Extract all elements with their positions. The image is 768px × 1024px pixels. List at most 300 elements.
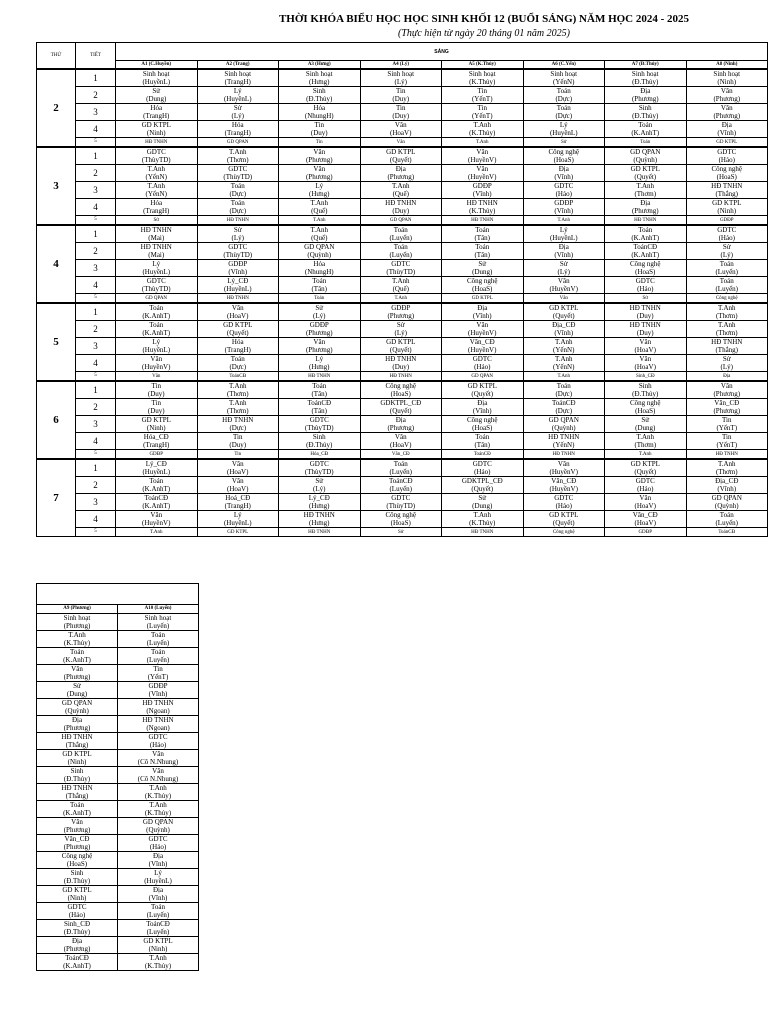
subject: Sinh hoạt [631, 70, 659, 78]
schedule-cell [116, 104, 198, 121]
teacher: (Luyến) [146, 622, 170, 630]
table-row [37, 818, 199, 835]
period-number: 3 [76, 182, 116, 199]
schedule-cell [360, 416, 442, 433]
teacher: (Tân) [311, 285, 328, 293]
period-number: 4 [76, 199, 116, 216]
schedule-cell [523, 355, 605, 372]
teacher: (HoaV) [634, 502, 656, 510]
teacher: (YếnN) [553, 363, 575, 371]
table-row [37, 937, 199, 954]
schedule-cell [360, 182, 442, 199]
subject: Sinh_CĐ [63, 920, 91, 928]
subject: Công nghệ [548, 148, 580, 156]
subject: ToánCĐ [633, 243, 658, 251]
period-number: 1 [76, 381, 116, 399]
subject: Văn [476, 321, 489, 329]
subject: Tin [477, 104, 487, 112]
schedule-cell [279, 494, 361, 511]
table-row [37, 225, 768, 243]
teacher: (Thơm) [715, 468, 738, 476]
subject: Tin [234, 451, 242, 457]
teacher: (Phương) [713, 112, 741, 120]
teacher: (Ngoan) [146, 707, 170, 715]
table-row [37, 477, 768, 494]
subject: T.Anh [475, 139, 489, 145]
schedule-cell [279, 450, 361, 460]
day-label: 6 [37, 381, 76, 459]
subject: HĐ TNHN [552, 451, 575, 457]
subject: Văn [557, 277, 570, 285]
class-header: A5 (K.Thủy) [442, 61, 524, 70]
table-row [37, 182, 768, 199]
subject: T.Anh [554, 355, 573, 363]
schedule-cell [279, 433, 361, 450]
schedule-cell [442, 321, 524, 338]
period-number: 4 [76, 355, 116, 372]
subject: T.Anh [228, 148, 247, 156]
schedule-cell [442, 303, 524, 321]
schedule-cell [279, 260, 361, 277]
teacher: (HuyềnV) [468, 173, 497, 181]
subject: Sử [559, 260, 568, 268]
class-header: A4 (Lý) [360, 61, 442, 70]
subject: Văn [150, 355, 163, 363]
class-header: A3 (Hưng) [279, 61, 361, 70]
schedule-cell [116, 416, 198, 433]
schedule-cell [279, 165, 361, 182]
schedule-cell [197, 303, 279, 321]
column-header-period: TIẾT [76, 43, 116, 70]
subject: Toán [393, 226, 408, 234]
teacher: (Quế) [311, 207, 328, 215]
schedule-cell [118, 869, 199, 886]
schedule-cell [523, 528, 605, 537]
subject: Sinh [312, 87, 326, 95]
subject: Tin [314, 121, 324, 129]
schedule-cell [360, 147, 442, 165]
schedule-cell [118, 835, 199, 852]
subject: HĐ TNHN [715, 451, 738, 457]
schedule-cell [37, 631, 118, 648]
subject: Toán [151, 903, 165, 911]
class-header: A6 (C.Yến) [523, 61, 605, 70]
subject: HĐ TNHN [629, 304, 661, 312]
subject: T.Anh [147, 182, 166, 190]
teacher: (K.Thủy) [144, 962, 172, 970]
schedule-cell [279, 182, 361, 199]
schedule-cell [605, 182, 687, 199]
subject: GDTC [67, 903, 87, 911]
teacher: (Thơm) [226, 390, 249, 398]
subject: HĐ TNHN [303, 511, 335, 519]
subject: Văn [394, 121, 407, 129]
subject: Toán [556, 382, 571, 390]
subject: ToánCĐ [388, 477, 413, 485]
schedule-cell [360, 199, 442, 216]
schedule-cell [197, 104, 279, 121]
schedule-cell [118, 937, 199, 954]
schedule-cell [523, 225, 605, 243]
table-row [37, 277, 768, 294]
subject: Sử [561, 139, 567, 145]
schedule-cell [442, 511, 524, 528]
schedule-cell [442, 294, 524, 304]
schedule-cell [116, 216, 198, 226]
teacher: (Phương) [713, 95, 741, 103]
schedule-cell [37, 665, 118, 682]
teacher: (Luyến) [146, 639, 170, 647]
teacher: (Phương) [63, 724, 91, 732]
teacher: (Dực) [555, 112, 573, 120]
subject: Sử [315, 477, 324, 485]
teacher: (Lý) [313, 485, 326, 493]
schedule-cell [360, 121, 442, 138]
teacher: (Luyến) [389, 251, 413, 259]
schedule-cell [686, 372, 768, 382]
subject: GDĐP [148, 682, 168, 690]
teacher: (Quyết) [552, 312, 575, 320]
teacher: (Vĩnh) [472, 312, 492, 320]
subject: Sinh hoạt [468, 70, 496, 78]
subject: Công nghệ [552, 529, 575, 535]
schedule-cell [116, 121, 198, 138]
subject: Sinh hoạt [144, 614, 172, 622]
schedule-cell [197, 225, 279, 243]
teacher: (TrangH) [143, 207, 170, 215]
subject: Địa_CĐ [715, 477, 739, 485]
period-number: 1 [76, 303, 116, 321]
teacher: (HuyềnV) [468, 329, 497, 337]
subject: GDTC [717, 148, 737, 156]
schedule-cell [360, 243, 442, 260]
schedule-cell [37, 750, 118, 767]
teacher: (ThùyTD) [386, 502, 416, 510]
subject: Văn [313, 338, 326, 346]
teacher: (Dực) [229, 363, 247, 371]
schedule-cell [279, 511, 361, 528]
subject: Tin [151, 382, 161, 390]
teacher: (Phương) [305, 156, 333, 164]
subject: GD QPAN [145, 295, 168, 301]
table-row [37, 338, 768, 355]
schedule-cell [686, 87, 768, 104]
teacher: (Ninh) [146, 129, 166, 137]
subject: Tin [315, 139, 323, 145]
table-row [37, 528, 768, 537]
teacher: (HoaV) [634, 519, 656, 527]
subject: Địa [721, 121, 732, 129]
schedule-cell [605, 147, 687, 165]
subject: Địa [558, 165, 569, 173]
teacher: (K.AnhT) [63, 656, 91, 664]
blank-header [37, 584, 199, 605]
table-row [37, 372, 768, 382]
schedule-cell [197, 87, 279, 104]
table-row [37, 381, 768, 399]
schedule-cell [197, 416, 279, 433]
subject: GDKTPL_CĐ [461, 477, 503, 485]
schedule-cell [279, 321, 361, 338]
schedule-cell [360, 477, 442, 494]
schedule-cell [605, 216, 687, 226]
schedule-cell [360, 450, 442, 460]
class-header: A9 (Phương) [37, 605, 118, 614]
schedule-cell [605, 138, 687, 148]
schedule-cell [37, 767, 118, 784]
subject: T.Anh [312, 217, 326, 223]
period-number: 3 [76, 494, 116, 511]
subject: Tin [151, 399, 161, 407]
subject: T.Anh [717, 460, 736, 468]
subject: GD QPAN [389, 217, 412, 223]
subject: Hóa_CĐ [310, 451, 329, 457]
subject: GDTC [309, 416, 329, 424]
schedule-cell [197, 277, 279, 294]
schedule-cell [523, 104, 605, 121]
teacher: (Quế) [311, 234, 328, 242]
subject: Lý [315, 355, 324, 363]
schedule-cell [279, 147, 361, 165]
subject: Tin [396, 104, 406, 112]
period-number: 2 [76, 321, 116, 338]
teacher: (Phương) [387, 173, 415, 181]
schedule-cell [605, 225, 687, 243]
subject: Tin [396, 87, 406, 95]
page-title: THỜI KHÓA BIỂU HỌC HỌC SINH KHỐI 12 (BUỔI SÁNG) NĂM HỌC 2024 - 2025 [278, 13, 690, 25]
schedule-cell [360, 372, 442, 382]
table-row [37, 682, 199, 699]
subject: GD KTPL [141, 121, 171, 129]
schedule-cell [118, 920, 199, 937]
teacher: (Đ.Thủy) [63, 775, 91, 783]
teacher: (Lý) [720, 251, 733, 259]
subject: Văn_CĐ [391, 451, 410, 457]
schedule-cell [197, 138, 279, 148]
subject: GD QPAN [142, 818, 174, 826]
schedule-cell [197, 69, 279, 87]
subject: Văn [231, 477, 244, 485]
schedule-cell [37, 716, 118, 733]
period-number: 3 [76, 104, 116, 121]
schedule-cell [686, 294, 768, 304]
subject: HĐ TNHN [226, 217, 249, 223]
schedule-cell [197, 321, 279, 338]
table-row [37, 903, 199, 920]
subject: T.Anh [636, 433, 655, 441]
teacher: (ThùyTD) [223, 251, 253, 259]
subject: HĐ TNHN [711, 182, 743, 190]
schedule-cell [360, 216, 442, 226]
table-row [37, 511, 768, 528]
teacher: (HoaV) [227, 312, 249, 320]
schedule-cell [523, 372, 605, 382]
teacher: (Phương) [713, 390, 741, 398]
subject: Địa [723, 373, 731, 379]
teacher: (Thắng) [715, 346, 739, 354]
schedule-cell [279, 294, 361, 304]
schedule-cell [605, 121, 687, 138]
schedule-cell [197, 165, 279, 182]
teacher: (TrangH) [143, 112, 170, 120]
schedule-cell [523, 450, 605, 460]
subject: Địa [152, 852, 164, 860]
subject: Sinh hoạt [387, 70, 415, 78]
subject: Địa [152, 886, 164, 894]
subject: Công nghệ [715, 295, 738, 301]
teacher: (Luyến) [146, 656, 170, 664]
teacher: (YếnT) [147, 673, 169, 681]
teacher: (ThùyTD) [141, 285, 171, 293]
schedule-cell [118, 818, 199, 835]
subject: Toán [149, 304, 164, 312]
subject: HĐ TNHN [548, 433, 580, 441]
teacher: (Đ.Thủy) [306, 441, 333, 449]
subject: Sử [641, 416, 650, 424]
subject: Toán [475, 243, 490, 251]
subject: HĐ TNHN [140, 243, 172, 251]
subject: Toán [719, 260, 734, 268]
subject: Toán [556, 87, 571, 95]
teacher: (Quỳnh) [307, 251, 332, 259]
subject: HĐ TNHN [142, 699, 174, 707]
subject: Toán [151, 631, 165, 639]
teacher: (Quỳnh) [714, 502, 739, 510]
teacher: (Dực) [555, 407, 573, 415]
teacher: (Lý) [313, 312, 326, 320]
table-row [37, 750, 199, 767]
subject: Sinh_CĐ [635, 373, 655, 379]
schedule-cell [442, 260, 524, 277]
table-row [37, 433, 768, 450]
schedule-cell [605, 381, 687, 399]
subject: Sinh hoạt [713, 70, 741, 78]
teacher: (Duy) [392, 112, 410, 120]
teacher: (Thơm) [226, 156, 249, 164]
subject: GD KTPL [630, 460, 660, 468]
teacher: (HuyềnV) [468, 346, 497, 354]
subject: HĐ TNHN [61, 784, 93, 792]
teacher: (HuyềnV) [468, 156, 497, 164]
subject: Toán [230, 182, 245, 190]
schedule-cell [116, 528, 198, 537]
schedule-cell [360, 165, 442, 182]
schedule-cell [605, 87, 687, 104]
subject: GDKTPL_CĐ [380, 399, 422, 407]
schedule-cell [197, 355, 279, 372]
subject: Văn [231, 304, 244, 312]
teacher: (TrangH) [143, 441, 170, 449]
period-number: 3 [76, 260, 116, 277]
subject: Tin [477, 87, 487, 95]
subject: Địa [395, 416, 406, 424]
subject: Sinh [70, 767, 84, 775]
schedule-cell [523, 199, 605, 216]
subject: Lý_CĐ [145, 460, 167, 468]
teacher: (YếnT) [471, 112, 493, 120]
subject: Địa [477, 399, 488, 407]
subject: Sử [722, 243, 731, 251]
period-number: 4 [76, 511, 116, 528]
teacher: (Ninh) [67, 894, 87, 902]
subject: ToánCĐ [144, 494, 169, 502]
teacher: (Phương) [631, 207, 659, 215]
schedule-cell [37, 699, 118, 716]
subject: T.Anh [149, 784, 167, 792]
subject: Văn [231, 460, 244, 468]
period-number: 5 [76, 372, 116, 382]
subject: Lý [559, 226, 568, 234]
teacher: (Hảo) [149, 741, 167, 749]
subject: GDTC [554, 494, 574, 502]
subject: Địa [640, 87, 651, 95]
timetable [36, 42, 768, 537]
teacher: (Duy) [147, 390, 165, 398]
subject: GD KTPL [141, 416, 171, 424]
teacher: (Phương) [63, 622, 91, 630]
subject: Sinh [638, 382, 652, 390]
schedule-cell [37, 886, 118, 903]
table-row [37, 321, 768, 338]
table-row [37, 294, 768, 304]
subject: Công nghệ [385, 511, 417, 519]
teacher: (Phương) [631, 95, 659, 103]
teacher: (HuyềnL) [142, 346, 171, 354]
subject: ToánCĐ [551, 399, 576, 407]
page-subtitle: (Thực hiện từ ngày 20 tháng 01 năm 2025) [397, 28, 570, 39]
subject: Toán [393, 460, 408, 468]
schedule-cell [197, 182, 279, 199]
teacher: (Quyết) [389, 156, 412, 164]
subject: GDĐP [554, 199, 574, 207]
subject: Công nghệ [61, 852, 93, 860]
period-number: 3 [76, 338, 116, 355]
teacher: (ThùyTD) [386, 268, 416, 276]
class-header: A1 (C.Huyền) [116, 61, 198, 70]
subject: Toán [314, 295, 325, 301]
period-number: 5 [76, 216, 116, 226]
subject: GD KTPL [143, 937, 173, 945]
schedule-cell [360, 303, 442, 321]
subject: Tin [233, 433, 243, 441]
subject: Văn [639, 355, 652, 363]
teacher: (Dung) [472, 268, 493, 276]
subject: T.Anh [149, 954, 167, 962]
subject: T.Anh [557, 373, 571, 379]
teacher: (Phương) [63, 945, 91, 953]
teacher: (Hưng) [308, 78, 330, 86]
subject: GD KTPL [223, 321, 253, 329]
schedule-cell [118, 903, 199, 920]
subject: Toán [151, 648, 165, 656]
subject: GD KTPL [62, 750, 92, 758]
subject: Sinh hoạt [550, 70, 578, 78]
subject: Lý [233, 87, 242, 95]
subject: Toán [638, 121, 653, 129]
schedule-cell [686, 69, 768, 87]
table-row [37, 886, 199, 903]
subject: ToánCĐ [146, 920, 170, 928]
teacher: (Hảo) [718, 234, 735, 242]
subject: Sử [478, 494, 487, 502]
subject: Lý [559, 121, 568, 129]
subject: Lý_CĐ [227, 277, 249, 285]
schedule-cell [197, 381, 279, 399]
teacher: (Quế) [392, 285, 409, 293]
subject: Sử [642, 295, 648, 301]
teacher: (Quỳnh) [146, 826, 170, 834]
schedule-cell [116, 225, 198, 243]
